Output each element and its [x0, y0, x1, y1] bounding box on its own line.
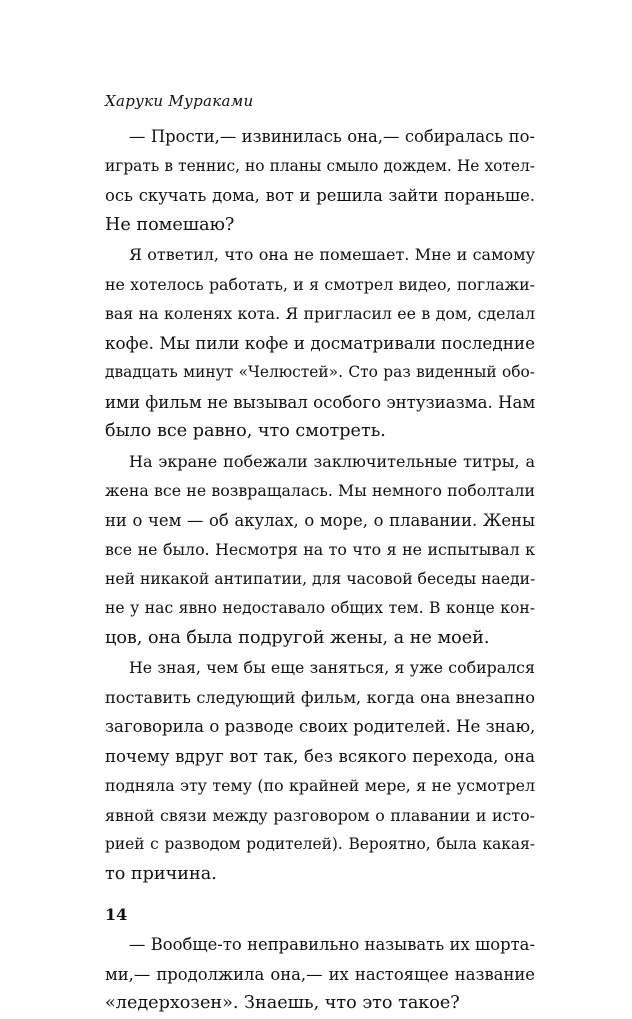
text-line: ось скучать дома, вот и решила зайти пораньше. — [105, 186, 535, 205]
text-line: ми,— продолжила она,— их настоящее название — [105, 964, 535, 984]
text-line: явной связи между разговором о плавании и исто- — [105, 805, 535, 825]
section-gap — [105, 889, 535, 930]
paragraph-4 — [105, 653, 535, 889]
page-number: 14 — [105, 905, 128, 924]
text-line: Не помешаю? — [105, 214, 235, 235]
text-line: цов, она была подругой жены, а не моей. — [105, 627, 490, 648]
text-line: почему вдруг вот так, без всякого перехода, она — [105, 746, 535, 766]
text-line: вая на коленях кота. Я пригласил ее в дом, сделал — [105, 304, 535, 323]
text-line: не хотелось работать, и я смотрел видео, поглажи- — [105, 274, 535, 294]
text-line: — Прости,— извинилась она,— собиралась по- — [129, 127, 535, 146]
text-line: то причина. — [105, 863, 217, 884]
text-line: поставить следующий фильм, когда она внезапно — [105, 687, 535, 707]
text-line: кофе. Мы пили кофе и досматривали последние — [105, 332, 535, 353]
paragraph-1 — [105, 122, 535, 240]
text-line: не у нас явно недоставало общих тем. В конце кон- — [105, 599, 535, 617]
text-line: двадцать минут «Челюстей». Сто раз виденный обо- — [105, 363, 535, 381]
body-text — [105, 122, 535, 1019]
text-line: Не зная, чем бы еще заняться, я уже собирался — [129, 658, 535, 677]
text-line: жена все не возвращалась. Мы немного поболтали — [105, 481, 535, 500]
text-line: ни о чем — об акулах, о море, о плавании. Жены — [105, 510, 535, 530]
text-line: играть в теннис, но планы смыло дождем. Не хотел- — [105, 156, 535, 175]
text-line: было все равно, что смотреть. — [105, 421, 386, 441]
text-line: — Вообще-то неправильно называть их шорта- — [129, 935, 535, 954]
paragraph-3 — [105, 447, 535, 654]
running-head: Харуки Мураками — [105, 92, 254, 110]
text-line: ней никакой антипатии, для часовой беседы наеди- — [105, 569, 536, 588]
text-line: «ледерхозен». Знаешь, что это такое? — [105, 993, 460, 1013]
text-line: все не было. Несмотря на то что я не испытывал к — [105, 540, 535, 559]
text-line: Я ответил, что она не помешает. Мне и самому — [129, 245, 535, 264]
text-line: подняла эту тему (по крайней мере, я не усмотрел — [105, 776, 535, 795]
text-line: рией с разводом родителей). Вероятно, была какая- — [105, 835, 535, 853]
paragraph-2 — [105, 240, 535, 447]
text-line: заговорила о разводе своих родителей. Не знаю, — [105, 717, 536, 736]
text-line: ими фильм не вызывал особого энтузиазма. Нам — [105, 392, 536, 412]
paragraph-5 — [105, 930, 535, 1019]
text-line: На экране побежали заключительные титры, а — [129, 451, 535, 471]
